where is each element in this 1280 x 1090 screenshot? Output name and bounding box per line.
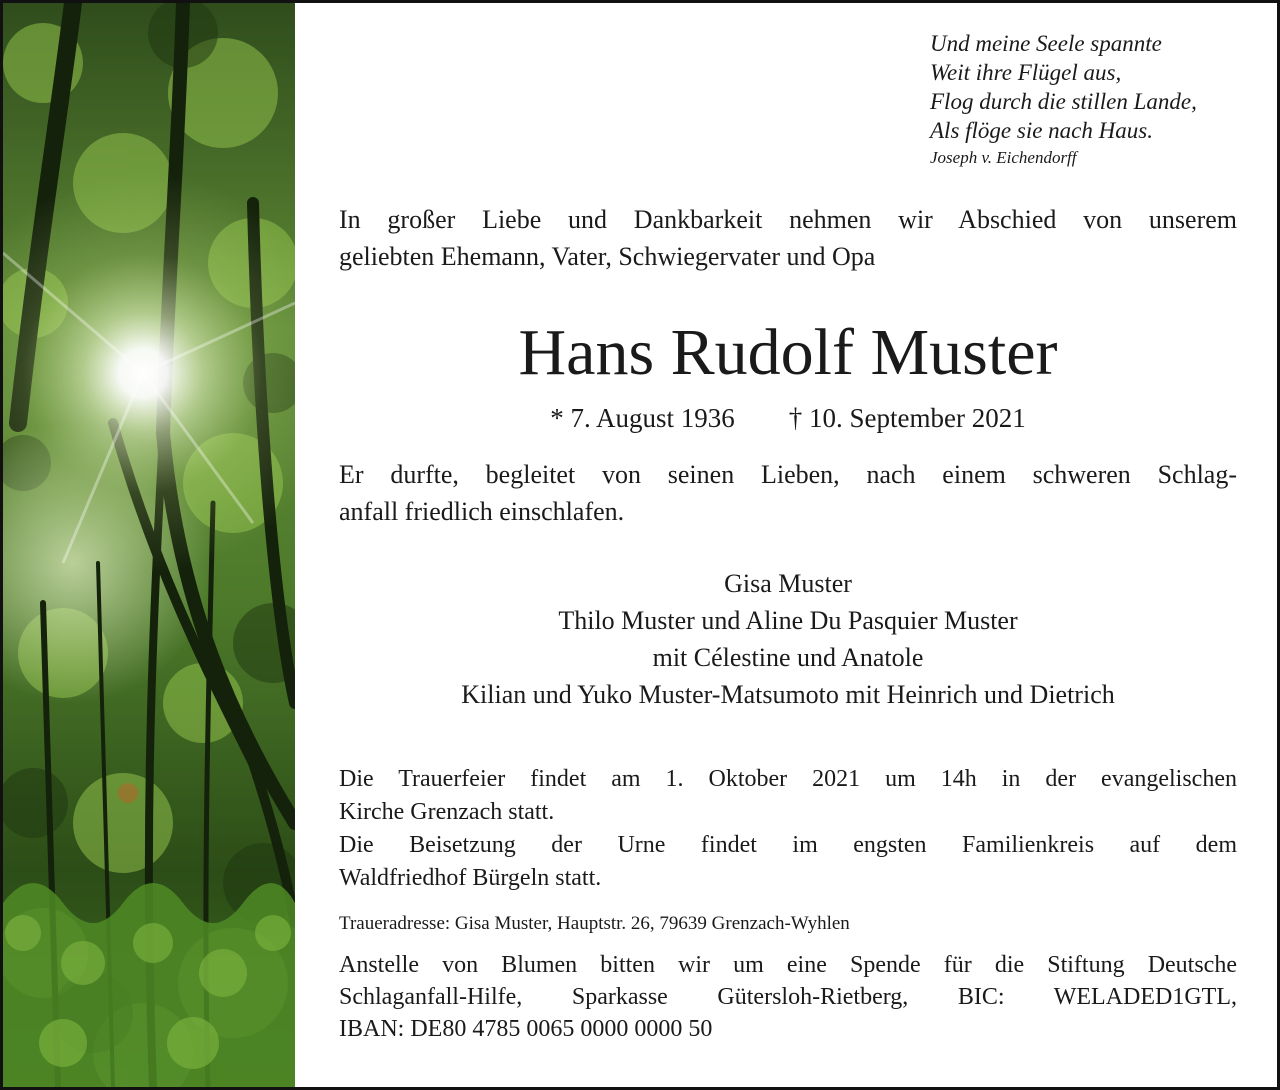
mourners-list — [339, 565, 1237, 713]
donation-line: Anstelle von Blumen bitten wir um eine Spende für die Stiftung Deutsche — [339, 952, 1237, 978]
intro-line: In großer Liebe und Dankbarkeit nehmen wir Abschied von unserem — [339, 205, 1237, 234]
mourner-line: Kilian und Yuko Muster-Matsumoto mit Heinrich und Dietrich — [461, 680, 1115, 709]
life-dates — [339, 399, 1237, 437]
mourner-line: mit Célestine und Anatole — [652, 643, 924, 672]
poem-line: Als flöge sie nach Haus. — [930, 118, 1153, 143]
poem-author: Joseph v. Eichendorff — [930, 148, 1077, 167]
passing-line: anfall friedlich einschlafen. — [339, 497, 625, 526]
urn-burial-info — [339, 829, 1237, 895]
funeral-line: Kirche Grenzach statt. — [339, 799, 555, 825]
poem-line: Und meine Seele spannte — [930, 31, 1162, 56]
intro-line: geliebten Ehemann, Vater, Schwiegervater und Opa — [339, 242, 876, 271]
notice-text-area — [339, 3, 1237, 1087]
birth-date: * 7. August 1936 — [550, 403, 735, 433]
farewell-intro — [339, 201, 1237, 275]
forest-illustration — [3, 3, 295, 1087]
funeral-info — [339, 763, 1237, 829]
urn-line: Die Beisetzung der Urne findet im engsten Familienkreis auf dem — [339, 832, 1237, 858]
poem-line: Weit ihre Flügel aus, — [930, 60, 1122, 85]
poem-quote — [930, 29, 1197, 171]
passing-line: Er durfte, begleitet von seinen Lieben, nach einem schweren Schlag- — [339, 460, 1237, 489]
death-date: † 10. September 2021 — [788, 403, 1026, 433]
deceased-name: Hans Rudolf Muster — [518, 316, 1058, 389]
donation-line: Schlaganfall-Hilfe, Sparkasse Gütersloh-Rietberg, BIC: WELADED1GTL, — [339, 984, 1237, 1010]
donation-request — [339, 949, 1237, 1045]
passing-text — [339, 456, 1237, 530]
mourning-address: Traueradresse: Gisa Muster, Hauptstr. 26, 79639 Grenzach-Wyhlen — [339, 913, 850, 934]
donation-line: IBAN: DE80 4785 0065 0000 0000 50 — [339, 1016, 713, 1042]
poem-line: Flog durch die stillen Lande, — [930, 89, 1197, 114]
mourner-line: Gisa Muster — [724, 569, 852, 598]
funeral-line: Die Trauerfeier findet am 1. Oktober 2021 um 14h in der evangelischen — [339, 766, 1237, 792]
mourner-line: Thilo Muster und Aline Du Pasquier Muster — [558, 606, 1018, 635]
urn-line: Waldfriedhof Bürgeln statt. — [339, 865, 602, 891]
forest-sunlight-image — [3, 3, 295, 1087]
